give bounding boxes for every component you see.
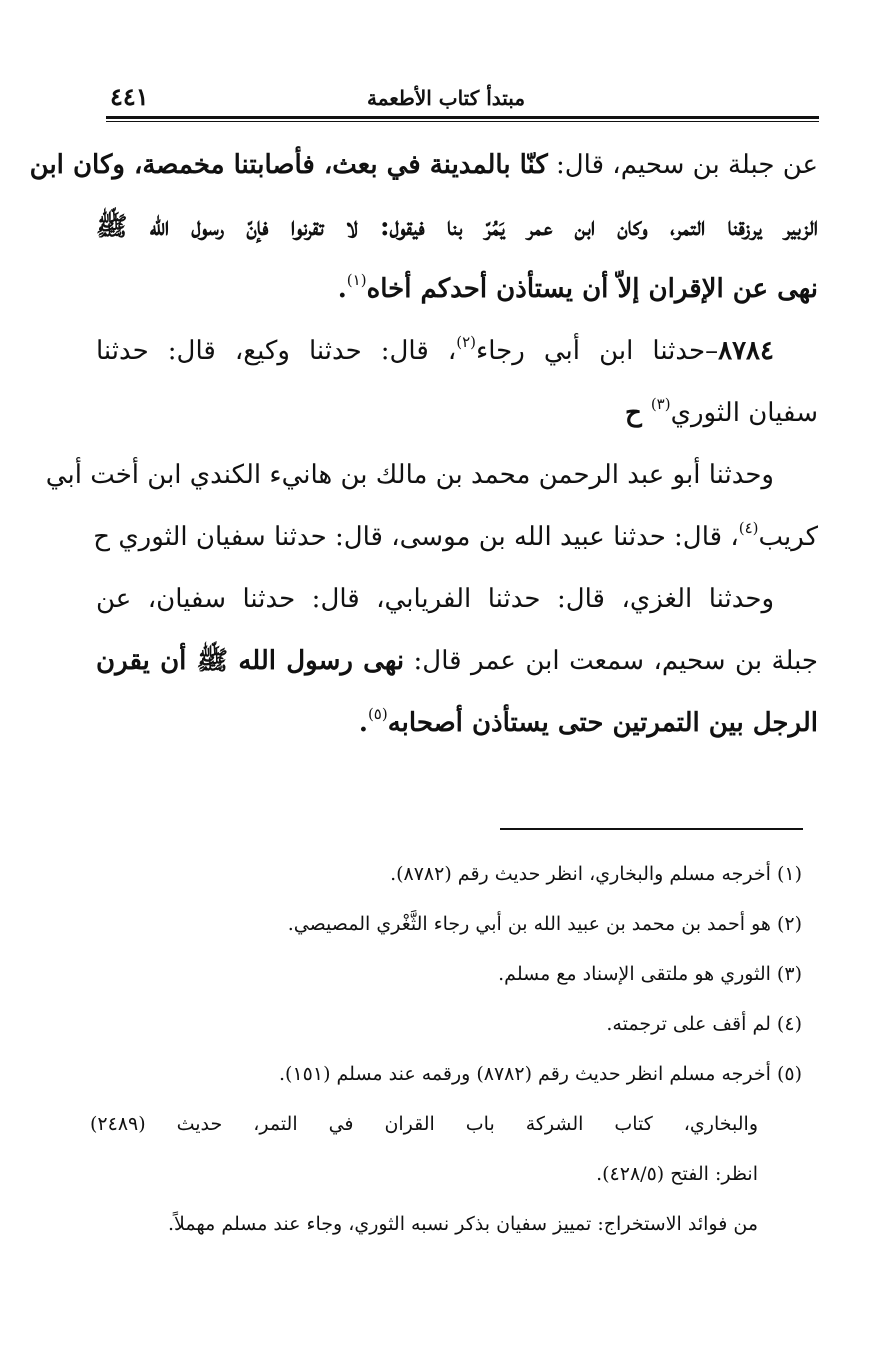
main-text bbox=[29, 134, 818, 754]
text-run: وحدثنا الغزي، قال: حدثنا الفريابي، قال: حدثنا سفيان، عن bbox=[96, 584, 774, 614]
footnote-ref: (٤) bbox=[738, 519, 759, 537]
hadith-number: ٨٧٨٤ bbox=[718, 336, 774, 366]
page-header bbox=[106, 82, 819, 122]
footnote-1: (١) أخرجه مسلم والبخاري، انظر حديث رقم (٨٧٨٢). bbox=[390, 863, 802, 885]
text-line bbox=[96, 692, 818, 754]
text-run: سفيان الثوري bbox=[670, 398, 818, 428]
text-run: كريب bbox=[758, 522, 818, 552]
text-line bbox=[45, 444, 818, 506]
footnotes bbox=[90, 849, 802, 1249]
footnote-ref: (٥) bbox=[367, 705, 388, 723]
footnote-ref: (٢) bbox=[456, 333, 477, 351]
running-title: مبتدأ كتاب الأطعمة bbox=[366, 86, 526, 110]
text-run: عن جبلة بن سحيم، قال: bbox=[547, 150, 818, 180]
header-rule-thin bbox=[106, 121, 819, 122]
punctuation: . bbox=[358, 708, 368, 738]
text-line bbox=[96, 320, 818, 382]
footnote-2: (٢) هو أحمد بن محمد بن عبيد الله بن أبي رجاء الثَّغْري المصيصي. bbox=[287, 913, 802, 935]
hadith-text: الرجل بين التمرتين حتى يستأذن أصحابه bbox=[387, 708, 818, 738]
text-line bbox=[29, 134, 818, 196]
text-run: ح bbox=[624, 398, 651, 428]
text-run: ، قال: حدثنا عبيد الله بن موسى، قال: حدثنا سفيان الثوري ح bbox=[93, 522, 739, 552]
footnote-5: (٥) أخرجه مسلم انظر حديث رقم (٨٧٨٢) ورقمه عند مسلم (١٥١). bbox=[278, 1063, 802, 1085]
page-number: ٤٤١ bbox=[110, 82, 149, 111]
text-run: –حدثنا ابن أبي رجاء bbox=[476, 336, 719, 366]
punctuation: . bbox=[337, 274, 347, 304]
text-line bbox=[96, 630, 818, 692]
text-run: وحدثنا أبو عبد الرحمن محمد بن مالك بن هانيء الكندي ابن أخت أبي bbox=[45, 460, 774, 490]
footnote-ref: (١) bbox=[346, 271, 367, 289]
text-line bbox=[96, 258, 818, 320]
header-rule-thick bbox=[106, 116, 819, 119]
footnote-ref: (٣) bbox=[650, 395, 671, 413]
footnote-3: (٣) الثوري هو ملتقى الإسناد مع مسلم. bbox=[498, 963, 802, 985]
footnote-5-continued: من فوائد الاستخراج: تمييز سفيان بذكر نسبه الثوري، وجاء عند مسلم مهملاً. bbox=[168, 1213, 758, 1235]
hadith-text: الزبير يرزقنا التمر، وكان ابن عمر يَمُرّ بنا فيقول: لا تقرنوا فإنّ رسول الله ﷺ bbox=[96, 212, 818, 242]
text-line bbox=[96, 568, 818, 630]
hadith-text: نهى رسول الله ﷺ أن يقرن bbox=[96, 646, 405, 676]
footnote-4: (٤) لم أقف على ترجمته. bbox=[606, 1013, 802, 1035]
footnote-5-continued: انظر: الفتح (٤٢٨/٥). bbox=[596, 1163, 758, 1185]
hadith-text: كنّا بالمدينة في بعث، فأصابتنا مخمصة، وكان ابن bbox=[29, 150, 548, 180]
text-line bbox=[93, 506, 818, 568]
text-line bbox=[96, 196, 818, 258]
hadith-text: نهى عن الإقران إلاّ أن يستأذن أحدكم أخاه bbox=[366, 274, 818, 304]
footnote-5-continued: والبخاري، كتاب الشركة باب القران في التمر، حديث (٢٤٨٩) bbox=[90, 1113, 758, 1135]
text-run: ، قال: حدثنا وكيع، قال: حدثنا bbox=[96, 336, 457, 366]
text-run: جبلة بن سحيم، سمعت ابن عمر قال: bbox=[404, 646, 818, 676]
footnote-separator bbox=[500, 828, 803, 830]
text-line bbox=[96, 382, 818, 444]
